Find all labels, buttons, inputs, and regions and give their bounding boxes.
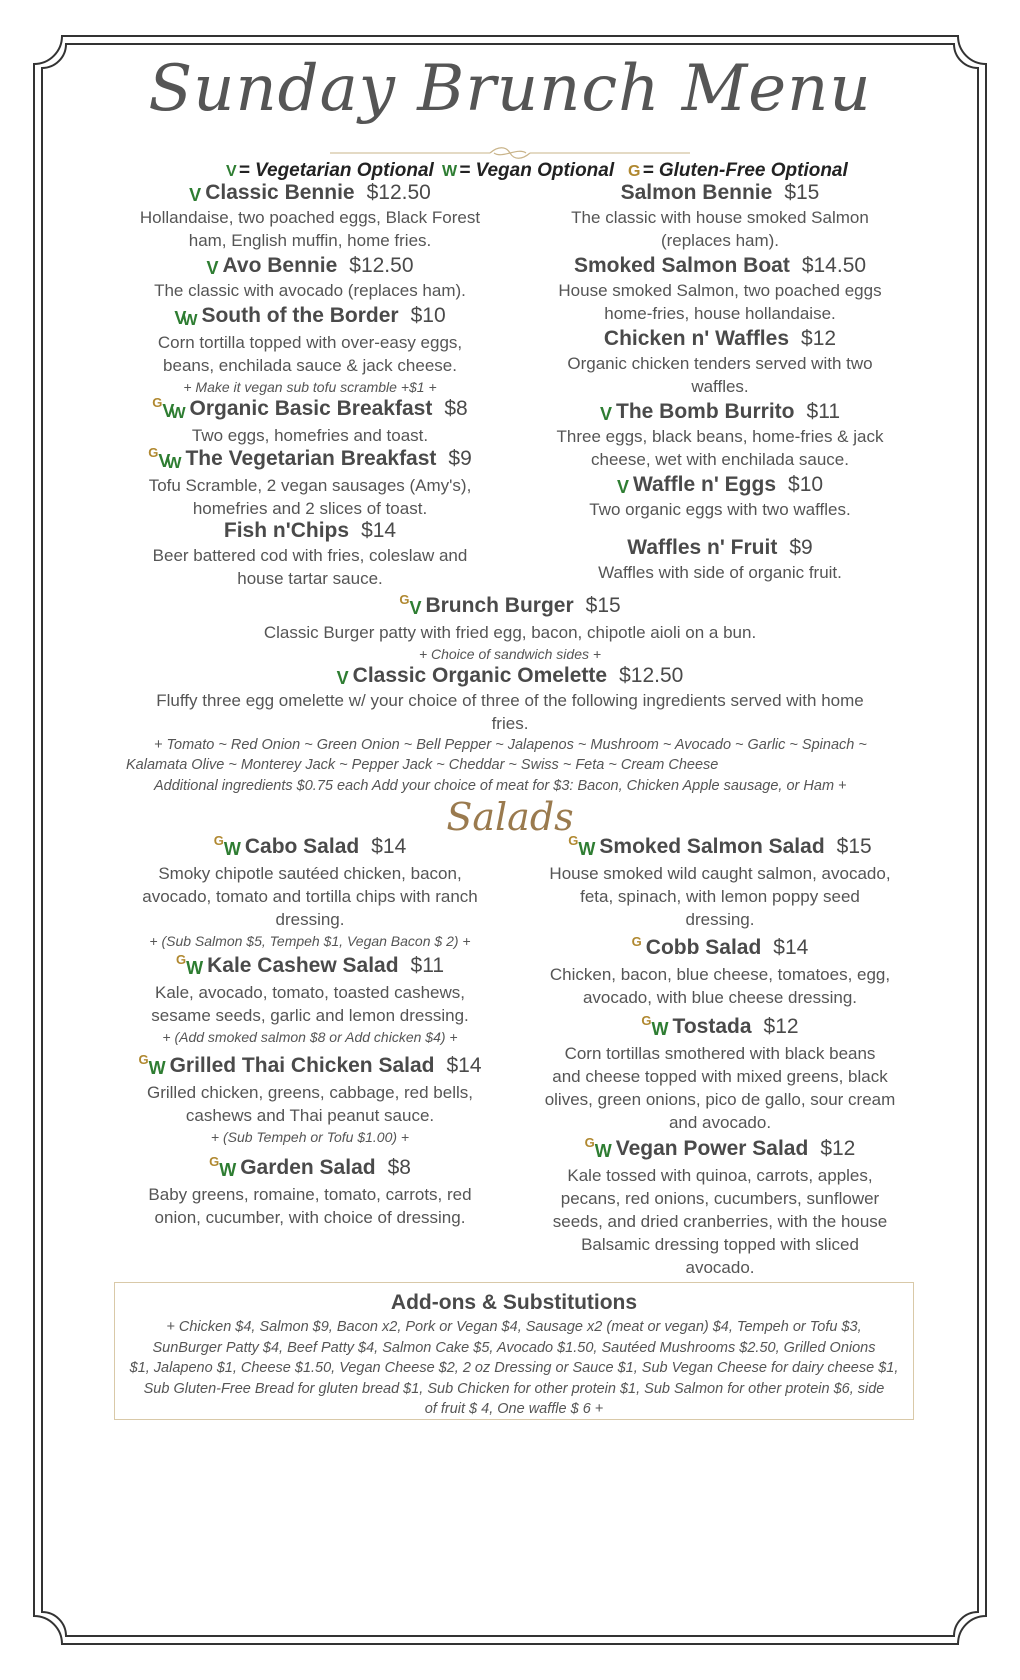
item-description: Fluffy three egg omelette w/ your choice of three of the following ingredients served with home (156, 691, 864, 710)
menu-title: Sunday Brunch Menu (148, 52, 872, 126)
diet-badge (207, 253, 219, 279)
item-description: Corn tortillas smothered with black beans (564, 1044, 876, 1063)
item-description: Grilled chicken, greens, cabbage, red bells, (146, 1083, 473, 1102)
item-description: Tofu Scramble, 2 vegan sausages (Amy's), (148, 476, 472, 495)
item-description: Chicken, bacon, blue cheese, tomatoes, egg, (549, 965, 891, 984)
item-name: Smoked Salmon Boat (573, 254, 790, 277)
menu-item (120, 180, 500, 252)
item-note: + (Sub Tempeh or Tofu $1.00) + (210, 1129, 410, 1145)
item-heading (110, 663, 910, 689)
addons-line: of fruit $ 4, One waffle $ 6 + (424, 1401, 604, 1417)
vegetarian-icon: V (174, 308, 187, 328)
item-price: $11 (806, 400, 840, 423)
item-heading (120, 834, 500, 862)
item-name: Classic Bennie (205, 181, 355, 204)
item-heading (530, 326, 910, 352)
item-description: Organic chicken tenders served with two (567, 354, 873, 373)
item-price: $14 (773, 936, 809, 959)
item-note: + (Add smoked salmon $8 or Add chicken $4) + (162, 1029, 458, 1045)
item-description: house tartar sauce. (237, 569, 383, 588)
item-heading (120, 396, 500, 424)
item-name: Garden Salad (240, 1156, 376, 1179)
item-description: dressing. (275, 910, 345, 929)
gluten-free-icon: G (399, 592, 410, 607)
item-name: Smoked Salmon Salad (599, 835, 825, 858)
item-price: $9 (789, 536, 813, 559)
item-heading (530, 253, 910, 279)
item-description: Smoky chipotle sautéed chicken, bacon, (158, 864, 462, 883)
item-description: fries. (491, 714, 529, 733)
vegetarian-icon: V (206, 258, 219, 278)
omelette-ingredients-line-1: + Tomato ~ Red Onion ~ Green Onion ~ Bell Pepper ~ Jalapenos ~ Mushroom ~ Avocado ~ Garlic ~ Spinach ~ (154, 737, 867, 753)
item-description: House smoked Salmon, two poached eggs (558, 281, 882, 300)
gluten-free-icon: G (631, 934, 642, 949)
menu-item (110, 593, 910, 664)
item-description: dressing. (685, 910, 755, 929)
item-price: $15 (784, 181, 820, 204)
item-description: Two eggs, homefries and toast. (191, 426, 429, 445)
diet-badge (617, 472, 629, 498)
menu-item (120, 834, 500, 951)
addons-line: + Chicken $4, Salmon $9, Bacon x2, Pork or Vegan $4, Sausage x2 (meat or vegan) $4, Tempeh or Tofu $3, (166, 1319, 862, 1335)
diet-badge (632, 935, 642, 963)
menu-item (120, 1053, 500, 1147)
item-description: pecans, red onions, cucumbers, sunflower (560, 1189, 880, 1208)
item-price: $14 (446, 1054, 482, 1077)
item-description: Classic Burger patty with fried egg, bacon, chipotle aioli on a bun. (263, 623, 757, 642)
vegetarian-icon: V (336, 668, 349, 688)
item-description: sesame seeds, garlic and lemon dressing. (151, 1006, 469, 1025)
item-name: Brunch Burger (425, 594, 574, 617)
item-description: avocado, with blue cheese dressing. (582, 988, 858, 1007)
item-price: $12 (801, 327, 837, 350)
item-price: $8 (444, 397, 468, 420)
menu-item (530, 399, 910, 471)
item-price: $12.50 (366, 181, 431, 204)
diet-badge (189, 180, 201, 206)
omelette-ingredients-line-3: Additional ingredients $0.75 each Add your choice of meat for $3: Bacon, Chicken Apple sausage, or Ham + (154, 778, 847, 794)
legend-vegan: W = Vegan Optional (442, 160, 615, 181)
diet-badge (148, 446, 181, 474)
vegan-icon: W (170, 405, 186, 422)
item-description: Baby greens, romaine, tomato, carrots, red (148, 1185, 472, 1204)
item-name: Chicken n' Waffles (603, 327, 790, 350)
item-description: onion, cucumber, with choice of dressing. (154, 1208, 466, 1227)
item-heading (120, 1155, 500, 1183)
menu-item (530, 472, 910, 521)
item-heading (120, 253, 500, 279)
vegan-icon: W (166, 455, 182, 472)
item-name: Waffles n' Fruit (627, 536, 778, 559)
item-description: and avocado. (668, 1113, 772, 1132)
vegan-icon: W (651, 1019, 669, 1039)
vegetarian-icon: V (162, 401, 175, 421)
item-price: $10 (788, 473, 824, 496)
item-heading (530, 472, 910, 498)
diet-badge (337, 663, 349, 689)
vegetarian-icon: V (226, 163, 237, 180)
item-note: + Choice of sandwich sides + (418, 646, 602, 662)
gluten-free-icon: G (148, 445, 159, 460)
gluten-free-icon: G (568, 833, 579, 848)
dietary-legend (0, 160, 1020, 182)
item-name: Avo Bennie (222, 254, 338, 277)
item-heading (530, 399, 910, 425)
vegan-icon: W (182, 312, 198, 329)
vegan-icon: W (442, 163, 458, 180)
menu-item (120, 1155, 500, 1229)
addons-line: Sub Gluten-Free Bread for gluten bread $1, Sub Chicken for other protein $1, Sub Salmon for other protein $6, side (143, 1380, 885, 1397)
diet-badge (209, 1155, 236, 1183)
menu-item (120, 446, 500, 520)
legend-vegetarian: V = Vegetarian Optional (226, 160, 434, 181)
item-heading (530, 1014, 910, 1042)
gluten-free-icon: G (138, 1052, 149, 1067)
addons-line: SunBurger Patty $4, Beef Patty $4, Salmon Cake $5, Avocado $1.50, Sautéed Mushrooms $2.50, Grilled Onions (152, 1339, 876, 1356)
item-name: Cabo Salad (244, 835, 360, 858)
menu-item (530, 180, 910, 252)
vegetarian-icon: V (600, 404, 613, 424)
gluten-free-icon: G (641, 1013, 652, 1028)
item-price: $15 (585, 594, 621, 617)
item-description: cashews and Thai peanut sauce. (185, 1106, 435, 1125)
item-name: Organic Basic Breakfast (189, 397, 433, 420)
addons-box (114, 1282, 914, 1420)
divider-flourish-icon (330, 145, 690, 161)
item-description: home-fries, house hollandaise. (604, 304, 836, 323)
item-price: $8 (387, 1156, 411, 1179)
item-description: avocado. (685, 1258, 755, 1277)
item-description: Two organic eggs with two waffles. (589, 500, 851, 519)
item-description: and cheese topped with mixed greens, black (552, 1067, 888, 1086)
item-heading (110, 593, 910, 621)
vegetarian-icon: V (189, 185, 202, 205)
vegan-icon: W (219, 1160, 237, 1180)
diet-badge (399, 593, 421, 621)
diet-badge (641, 1014, 668, 1042)
item-description: olives, green onions, pico de gallo, sour cream (544, 1090, 896, 1109)
menu-item (530, 535, 910, 584)
diet-badge (174, 303, 197, 331)
menu-item (530, 253, 910, 325)
item-description: The classic with house smoked Salmon (571, 208, 869, 227)
addons-title: Add-ons & Substitutions (390, 1291, 638, 1314)
item-heading (120, 953, 500, 981)
item-name: Fish n'Chips (223, 519, 350, 542)
item-name: Grilled Thai Chicken Salad (169, 1054, 435, 1077)
diet-badge (585, 1136, 612, 1164)
menu-item (120, 518, 500, 590)
item-name: Salmon Bennie (620, 181, 773, 204)
gluten-free-icon: G (152, 395, 163, 410)
item-description: feta, spinach, with lemon poppy seed (580, 887, 860, 906)
vegan-icon: W (223, 839, 241, 859)
item-description: (replaces ham). (660, 231, 780, 250)
item-description: avocado, tomato and tortilla chips with ranch (142, 887, 478, 906)
item-name: Cobb Salad (645, 936, 762, 959)
item-description: House smoked wild caught salmon, avocado, (549, 864, 891, 883)
item-name: South of the Border (201, 304, 399, 327)
item-price: $10 (410, 304, 446, 327)
menu-item (110, 663, 910, 735)
item-price: $12 (763, 1015, 799, 1038)
item-note: + (Sub Salmon $5, Tempeh $1, Vegan Bacon $ 2) + (149, 933, 471, 949)
vegan-icon: W (594, 1141, 612, 1161)
item-heading (120, 1053, 500, 1081)
item-name: Tostada (672, 1015, 752, 1038)
item-name: Vegan Power Salad (615, 1137, 809, 1160)
item-price: $11 (410, 954, 445, 977)
item-price: $12 (820, 1137, 856, 1160)
diet-badge (568, 834, 595, 862)
vegan-icon: W (148, 1058, 166, 1078)
menu-item (120, 253, 500, 302)
gluten-free-icon: G (584, 1135, 595, 1150)
item-description: Kale tossed with quinoa, carrots, apples, (567, 1166, 873, 1185)
item-price: $15 (836, 835, 872, 858)
item-heading (530, 834, 910, 862)
item-description: Three eggs, black beans, home-fries & jack (556, 427, 884, 446)
menu-item (530, 935, 910, 1009)
item-description: beans, enchilada sauce & jack cheese. (163, 356, 457, 375)
menu-item (120, 396, 500, 447)
item-name: The Vegetarian Breakfast (185, 447, 437, 470)
item-name: Waffle n' Eggs (632, 473, 777, 496)
item-description: homefries and 2 slices of toast. (192, 499, 428, 518)
item-description: waffles. (691, 377, 749, 396)
item-heading (530, 535, 910, 561)
vegan-icon: W (186, 958, 204, 978)
item-price: $9 (448, 447, 472, 470)
vegetarian-icon: V (409, 598, 422, 618)
item-description: ham, English muffin, home fries. (188, 231, 432, 250)
diet-badge (214, 834, 241, 862)
item-description: Kale, avocado, tomato, toasted cashews, (155, 983, 465, 1002)
diet-badge (152, 396, 185, 424)
item-heading (120, 518, 500, 544)
item-price: $14 (361, 519, 397, 542)
menu-item (530, 834, 910, 931)
menu-item (530, 326, 910, 398)
item-name: Classic Organic Omelette (352, 664, 608, 687)
gluten-free-icon: G (209, 1154, 220, 1169)
item-name: Kale Cashew Salad (207, 954, 399, 977)
item-heading (120, 303, 500, 331)
item-heading (120, 446, 500, 474)
item-description: Corn tortilla topped with over-easy eggs, (157, 333, 463, 352)
vegetarian-icon: V (616, 477, 629, 497)
item-note: + Make it vegan sub tofu scramble +$1 + (183, 379, 437, 395)
item-price: $14 (371, 835, 407, 858)
item-heading (120, 180, 500, 206)
item-heading (530, 935, 910, 963)
legend-gluten-free: G = Gluten-Free Optional (628, 160, 848, 181)
diet-badge (138, 1053, 165, 1081)
diet-badge (176, 953, 203, 981)
item-description: Beer battered cod with fries, coleslaw and (152, 546, 468, 565)
menu-item (120, 303, 500, 397)
item-price: $14.50 (801, 254, 867, 277)
salads-heading: Salads (446, 795, 574, 839)
menu-item (530, 1136, 910, 1279)
item-heading (530, 1136, 910, 1164)
item-price: $12.50 (349, 254, 414, 277)
item-description: seeds, and dried cranberries, with the house (552, 1212, 888, 1231)
item-description: Balsamic dressing topped with sliced (581, 1235, 859, 1254)
item-description: cheese, wet with enchilada sauce. (591, 450, 849, 469)
addons-body (115, 1317, 913, 1420)
addons-line: $1, Jalapeno $1, Cheese $1.50, Vegan Cheese $2, 2 oz Dressing or Sauce $1, Sub Vegan Cheese for dairy cheese $1, (129, 1360, 899, 1376)
diet-badge (600, 399, 612, 425)
vegan-icon: W (578, 839, 596, 859)
gluten-free-icon: G (213, 833, 224, 848)
vegetarian-icon: V (158, 451, 171, 471)
item-price: $12.50 (619, 664, 684, 687)
menu-item (530, 1014, 910, 1134)
item-description: The classic with avocado (replaces ham). (154, 281, 466, 300)
item-description: Waffles with side of organic fruit. (598, 563, 842, 582)
gluten-free-icon: G (175, 952, 187, 967)
gluten-free-icon: G (628, 163, 641, 180)
omelette-ingredients-line-2: Kalamata Olive ~ Monterey Jack ~ Pepper Jack ~ Cheddar ~ Swiss ~ Feta ~ Cream Cheese (126, 757, 719, 773)
item-description: Hollandaise, two poached eggs, Black Forest (139, 208, 481, 227)
item-heading (530, 180, 910, 206)
item-name: The Bomb Burrito (616, 400, 795, 423)
menu-item (120, 953, 500, 1047)
